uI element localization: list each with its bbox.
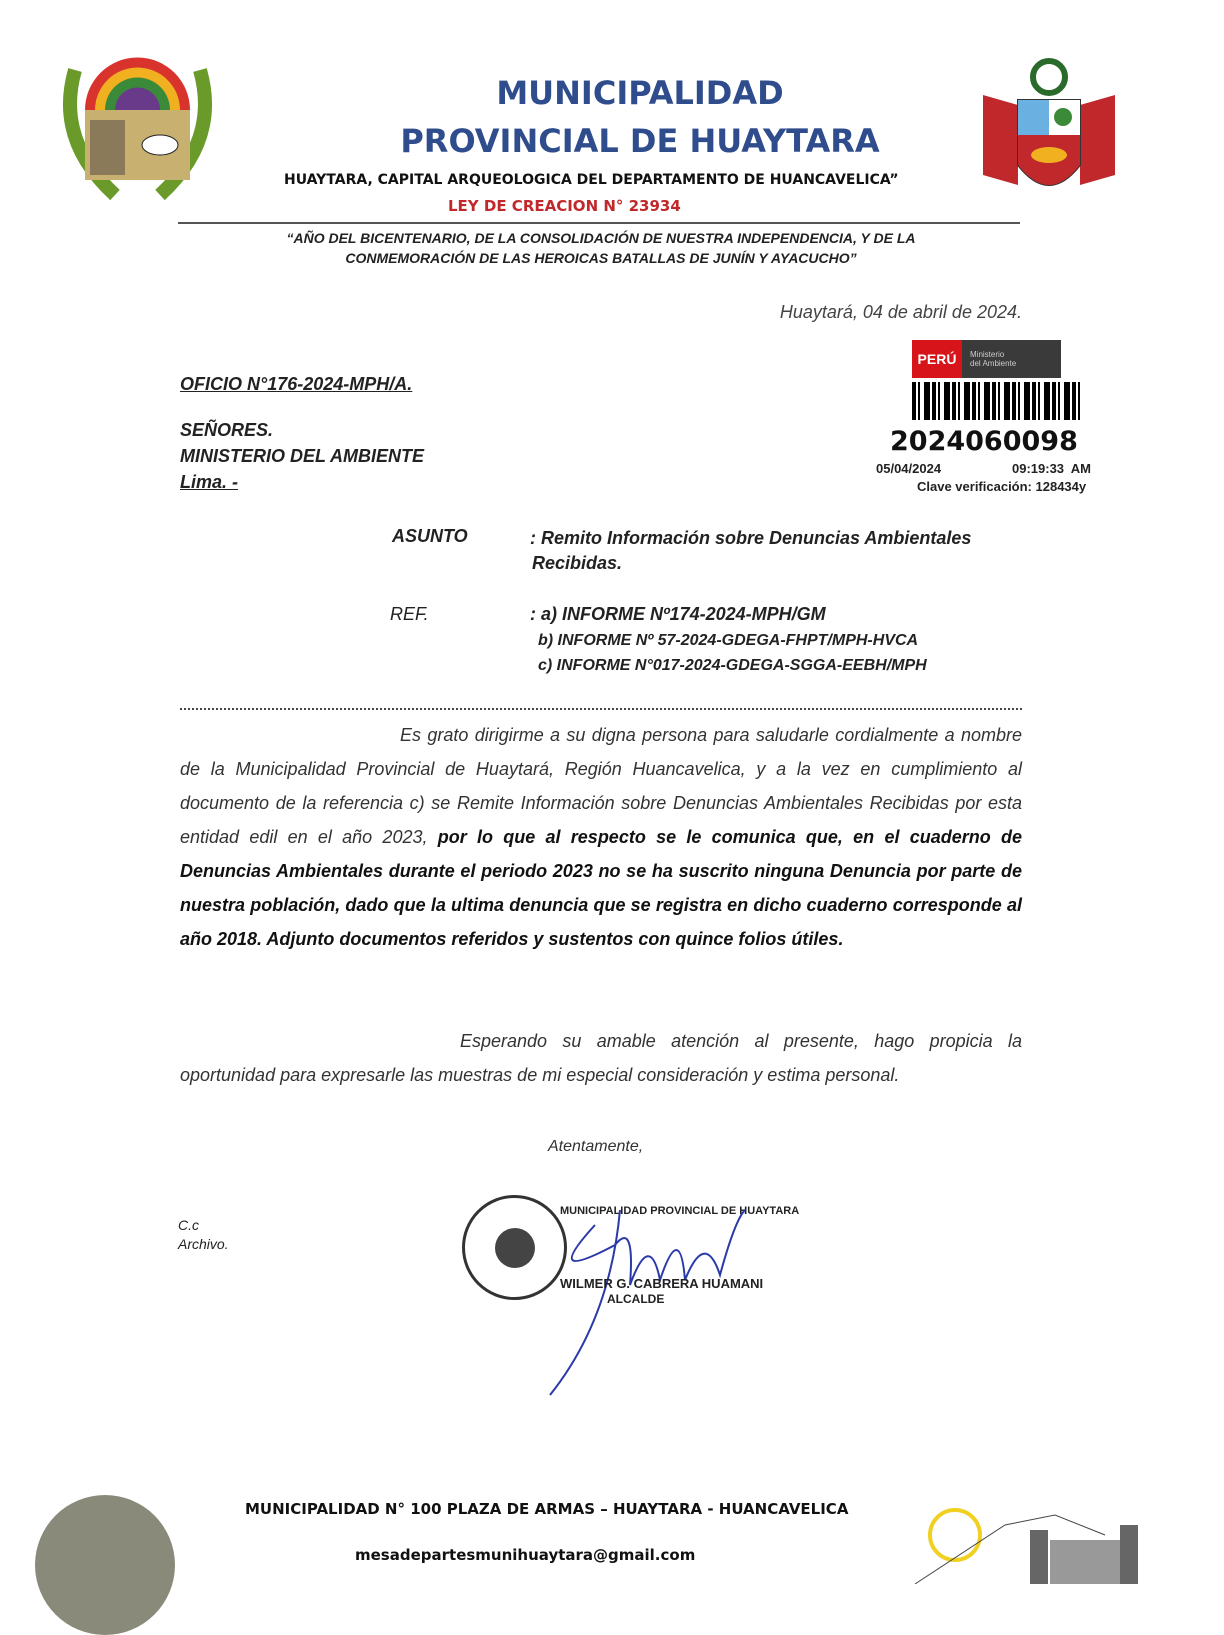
barcode <box>912 382 1084 420</box>
footer-coin-image <box>35 1495 175 1635</box>
cc-line-1: C.c <box>178 1217 199 1233</box>
recipient-line-2: MINISTERIO DEL AMBIENTE <box>180 446 425 466</box>
signatory-role: ALCALDE <box>607 1292 665 1306</box>
asunto-text-1: : Remito Información sobre Denuncias Ambientales <box>530 528 972 548</box>
subtitle: HUAYTARA, CAPITAL ARQUEOLOGICA DEL DEPARTAMENTO DE HUANCAVELICA” <box>284 172 899 188</box>
year-motto-1: “AÑO DEL BICENTENARIO, DE LA CONSOLIDACIÓN DE NUESTRA INDEPENDENCIA, Y DE LA <box>286 230 916 246</box>
registry-number: 2024060098 <box>890 426 1078 457</box>
dotted-separator <box>180 708 1022 710</box>
ref-a: : a) INFORME Nº174-2024-MPH/GM <box>530 604 826 624</box>
peru-coat-of-arms <box>978 55 1120 213</box>
asunto-label: ASUNTO <box>392 526 468 546</box>
footer-church-image <box>905 1495 1155 1584</box>
asunto-text-2: Recibidas. <box>532 553 623 573</box>
title-line-1: MUNICIPALIDAD <box>496 74 784 112</box>
stamp-date: 05/04/2024 <box>876 461 942 476</box>
header-divider <box>178 222 1020 224</box>
cc-line-2: Archivo. <box>178 1236 229 1252</box>
oficio-number: OFICIO N°176-2024-MPH/A. <box>180 374 413 394</box>
ref-label: REF. <box>390 604 429 624</box>
document-date: Huaytará, 04 de abril de 2024. <box>779 302 1022 322</box>
signatory-name: WILMER G. CABRERA HUAMANI <box>560 1276 764 1291</box>
title-line-2: PROVINCIAL DE HUAYTARA <box>400 122 880 160</box>
footer-address: MUNICIPALIDAD N° 100 PLAZA DE ARMAS – HUAYTARA - HUANCAVELICA <box>245 1500 849 1518</box>
recipient-line-3: Lima. - <box>180 472 239 492</box>
body-paragraph-1: Es grato dirigirme a su digna persona para saludarle cordialmente a nombre de la Municipalidad Provincial de Huaytará, Región Huancavelica, y a la vez en cumplimiento al documento de la referencia c) se Remite Información sobre Denuncias Ambientales Recibidas por esta entidad edil en el año 2023, por lo que al respecto se le comunica que, en el cuaderno de Denuncias Ambientales durante el periodo 2023 no se ha suscrito ninguna Denuncia por parte de nuestra población, dado que la ultima denuncia que se registra en dicho cuaderno corresponde al año 2018. Adjunto documentos referidos y sustentos con quince folios útiles. <box>180 725 1022 949</box>
year-motto-2: CONMEMORACIÓN DE LAS HEROICAS BATALLAS DE JUNÍN Y AYACUCHO” <box>345 250 857 266</box>
footer-email: mesadepartesmunihuaytara@gmail.com <box>355 1546 696 1564</box>
stamp-time: 09:19:33 AM <box>1012 461 1091 476</box>
creation-law: LEY DE CREACION N° 23934 <box>448 197 681 215</box>
municipal-logo <box>55 50 220 200</box>
verification-key: Clave verificación: 128434y <box>917 479 1087 494</box>
body-paragraph-2: Esperando su amable atención al presente, hago propicia la oportunidad para expresarle las muestras de mi especial consideración y estima personal. <box>180 1031 1022 1085</box>
reception-stamp <box>876 340 1122 500</box>
signature-stamp-line: MUNICIPALIDAD PROVINCIAL DE HUAYTARA <box>560 1205 800 1217</box>
ref-b: b) INFORME Nº 57-2024-GDEGA-FHPT/MPH-HVCA <box>538 632 919 649</box>
recipient-line-1: SEÑORES. <box>180 420 274 440</box>
peru-label: PERÚ <box>912 340 962 378</box>
ref-c: c) INFORME N°017-2024-GDEGA-SGGA-EEBH/MPH <box>538 657 927 674</box>
ministry-label: Ministerio del Ambiente <box>962 340 1061 378</box>
closing: Atentamente, <box>548 1138 644 1155</box>
